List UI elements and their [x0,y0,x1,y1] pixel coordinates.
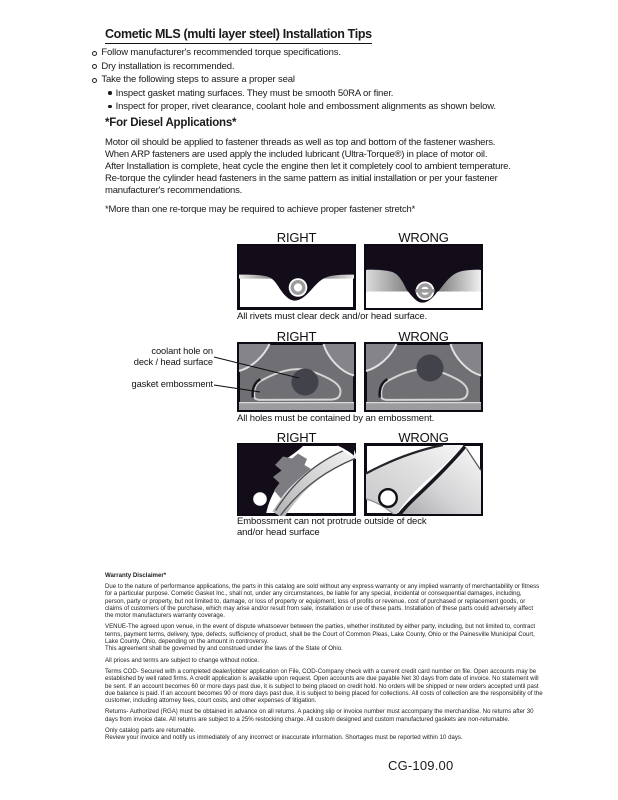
legal-paragraph: This agreement shall be governed by and construed under the laws of the State of Ohio. [105,645,343,653]
list-item [92,100,496,114]
page-title: Cometic MLS (multi layer steel) Installation Tips [105,27,372,44]
caption-rivets: All rivets must clear deck and/or head surface. [237,311,428,322]
callout-line: deck / head surface [133,356,213,367]
label-right-3: RIGHT [276,430,317,445]
figure-rivets-wrong [364,244,483,310]
bullet-dot-icon [108,91,112,95]
caption-line: and/or head surface [237,527,320,538]
legal-paragraph: VENUE-The agreed upon venue, in the event of dispute whatsoever between the parties, whether instituted by either party, including, but not limited to, contract terms, payment terms, delivery, type, defects, sufficiency of product, shall be the Court of Common Pleas, Lake County, Ohio or the Painesville Municipal Court, Lake County, Ohio, depending on the amount in controversy. [105,623,536,646]
label-right-1: RIGHT [276,230,317,245]
callout-line: coolant hole on [151,346,213,356]
list-item [92,73,496,87]
diesel-paragraph: After Installation is complete, heat cycle the engine then let it completely cool to ambient temperature. Re-torque the cylinder head fasteners in the same pattern as initial installation or per your fastener manufacturer's recommendations. [105,161,511,196]
bullet-circle-icon [92,51,97,56]
legal-paragraph: Only catalog parts are returnable. [105,727,196,735]
retorque-note: *More than one re-torque may be required to achieve proper fastener stretch* [105,204,416,215]
bullet-text: Take the following steps to assure a proper seal [101,74,295,85]
callout-gasket-embossment: gasket embossment [131,379,213,389]
figure-embossment-wrong [364,443,483,516]
diesel-paragraph: Motor oil should be applied to fastener threads as well as top and bottom of the fastener washers. When ARP fasteners are used apply the included lubricant (Ultra-Torque®) in place of motor oil. [105,137,496,160]
label-wrong-2: WRONG [398,329,449,344]
bullet-text: Inspect for proper, rivet clearance, coolant hole and embossment alignments as shown below. [115,101,496,112]
figure-holes-wrong [364,342,483,412]
page-code: CG-109.00 [388,758,454,773]
legal-paragraph: Review your invoice and notify us immediately of any incorrect or inaccurate information. Shortages must be reported within 10 days. [105,734,463,742]
diesel-heading: *For Diesel Applications* [105,117,237,129]
figure-holes-right [237,342,356,412]
bullet-text: Dry installation is recommended. [101,60,235,72]
bullet-circle-icon [92,78,97,83]
caption-line: Embossment can not protrude outside of deck [237,516,427,527]
bullet-dot-icon [108,105,112,109]
label-right-2: RIGHT [276,329,317,344]
caption-holes: All holes must be contained by an embossment. [237,413,435,424]
legal-paragraph: Returns- Authorized (RGA) must be obtained in advance on all returns. A packing slip or invoice number must accompany the merchandise. No returns after 30 days from invoice date. All returns are subject to a 25% restocking charge. All custom designed and custom manufactured gaskets are non-returnable. [105,708,534,723]
bullet-text: Follow manufacturer's recommended torque specifications. [101,47,341,58]
caption-embossment [237,516,427,538]
list-item [92,46,496,60]
legal-heading: Warranty Disclaimer* [105,572,167,579]
list-item [92,87,496,101]
list-item [92,60,496,74]
bullet-text: Inspect gasket mating surfaces. They must be smooth 50RA or finer. [115,87,394,99]
bullet-list [92,46,496,114]
bullet-circle-icon [92,64,97,69]
label-wrong-3: WRONG [398,430,449,445]
legal-section [105,572,543,742]
figure-rivets-right [237,244,356,310]
legal-paragraph: Due to the nature of performance applications, the parts in this catalog are sold without any express warranty or any implied warranty of merchantability or fitness for a particular purpose. Cometic Gasket Inc., shall not, under any circumstances, be liable for any special, incidental or consequential damages, including, person, party or property, but not limited to, damage, or loss of property or equipment, loss of profits or revenue, cost of purchased or replacement goods, or claims of customers of the purchase, which may arise and/or result from sale, installation or use of these parts. Installation of these parts could adversely affect the motor manufacturers warranty coverage. [105,582,540,620]
callout-coolant-hole [0,346,213,368]
legal-paragraph: All prices and terms are subject to change without notice. [105,656,260,664]
legal-paragraph: Terms COD- Secured with a completed dealer/jobber application on File, COD-Company check with a current credit card number on file. Open accounts may be established by well rated firms. A credit application is available upon request. Open accounts are due payable Net 30 days from date of invoice. No statement will be sent. If an account becomes 60 or more days past due, it is subject to being placed on credit hold. No orders will be shipped or new orders accepted until past due balance is paid. If an account becomes 90 or more days past due, it is subject to being placed for collections. All costs of collection are the responsibility of the customer, including attorney fees, court costs, and other expenses of litigation. [105,667,543,705]
figure-embossment-right [237,443,356,516]
label-wrong-1: WRONG [398,230,449,245]
